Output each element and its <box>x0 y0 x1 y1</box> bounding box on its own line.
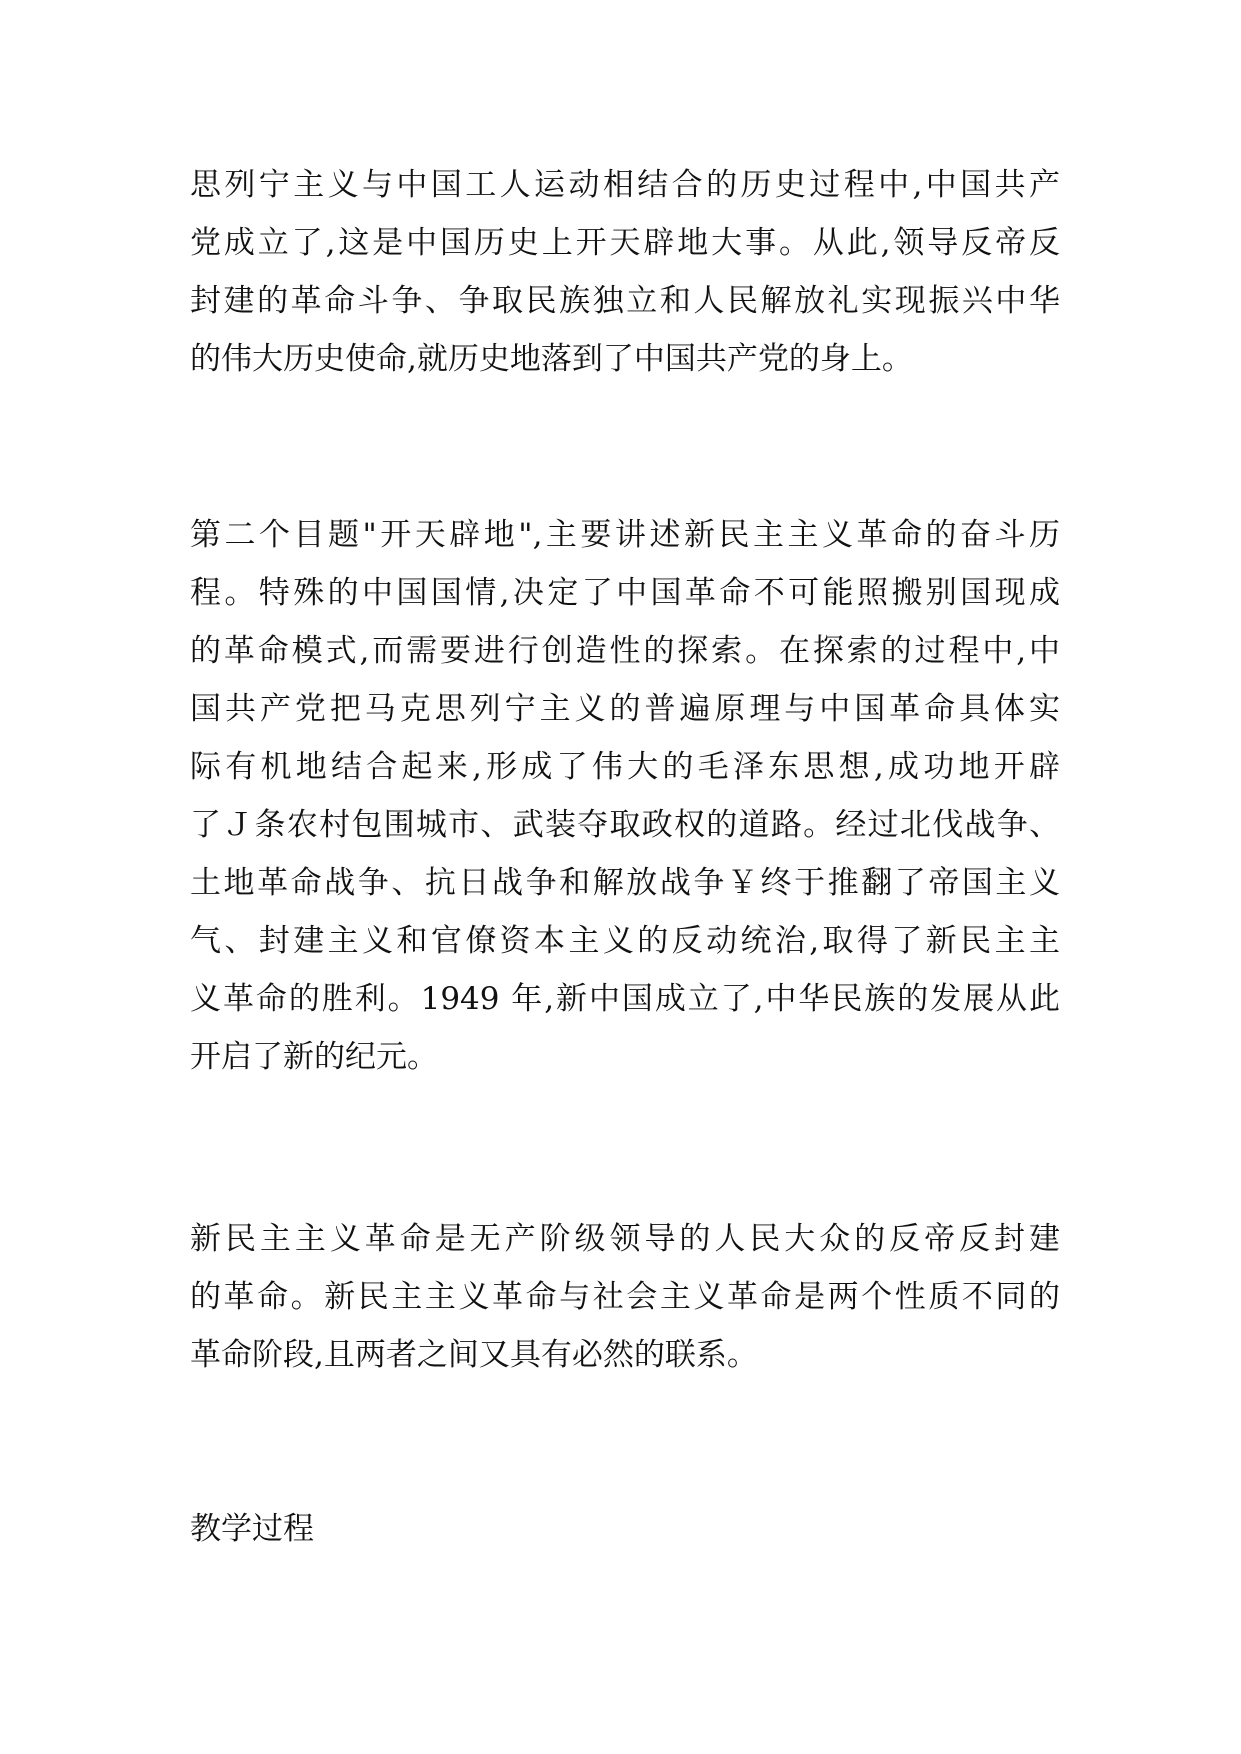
text-line: 了Ｊ条农村包围城市、武装夺取政权的道路。经过北伐战争、 <box>190 807 1060 843</box>
paragraph-1 <box>190 156 1060 388</box>
text-line: 封建的革命斗争、争取民族独立和人民解放礼实现振兴中华 <box>190 283 1060 319</box>
text-line: 际有机地结合起来,形成了伟大的毛泽东思想,成功地开辟 <box>190 749 1060 785</box>
text-line: 土地革命战争、抗日战争和解放战争￥终于推翻了帝国主义 <box>190 865 1060 901</box>
text-line: 的伟大历史使命,就历史地落到了中国共产党的身上。 <box>190 341 913 377</box>
text-line: 的革命模式,而需要进行创造性的探索。在探索的过程中,中 <box>190 633 1060 669</box>
heading-text: 教学过程 <box>190 1511 314 1547</box>
text-line: 革命阶段,且两者之间又具有必然的联系。 <box>190 1337 758 1373</box>
text-line: 的革命。新民主主义革命与社会主义革命是两个性质不同的 <box>190 1279 1060 1315</box>
text-line: 第二个目题"开天辟地",主要讲述新民主主义革命的奋斗历 <box>190 517 1060 553</box>
text-line: 新民主主义革命是无产阶级领导的人民大众的反帝反封建 <box>190 1221 1060 1257</box>
text-line: 程。特殊的中国国情,决定了中国革命不可能照搬别国现成 <box>190 575 1060 611</box>
text-line: 义革命的胜利。1949 年,新中国成立了,中华民族的发展从此 <box>190 981 1060 1017</box>
text-line: 开启了新的纪元。 <box>190 1039 438 1075</box>
text-line: 党成立了,这是中国历史上开天辟地大事。从此,领导反帝反 <box>190 225 1060 261</box>
paragraph-2 <box>190 506 1060 1086</box>
text-line: 气、封建主义和官僚资本主义的反动统治,取得了新民主主 <box>190 923 1060 959</box>
text-line: 国共产党把马克思列宁主义的普遍原理与中国革命具体实 <box>190 691 1060 727</box>
section-heading <box>190 1500 1060 1558</box>
text-line: 思列宁主义与中国工人运动相结合的历史过程中,中国共产 <box>190 167 1060 203</box>
paragraph-3 <box>190 1210 1060 1384</box>
